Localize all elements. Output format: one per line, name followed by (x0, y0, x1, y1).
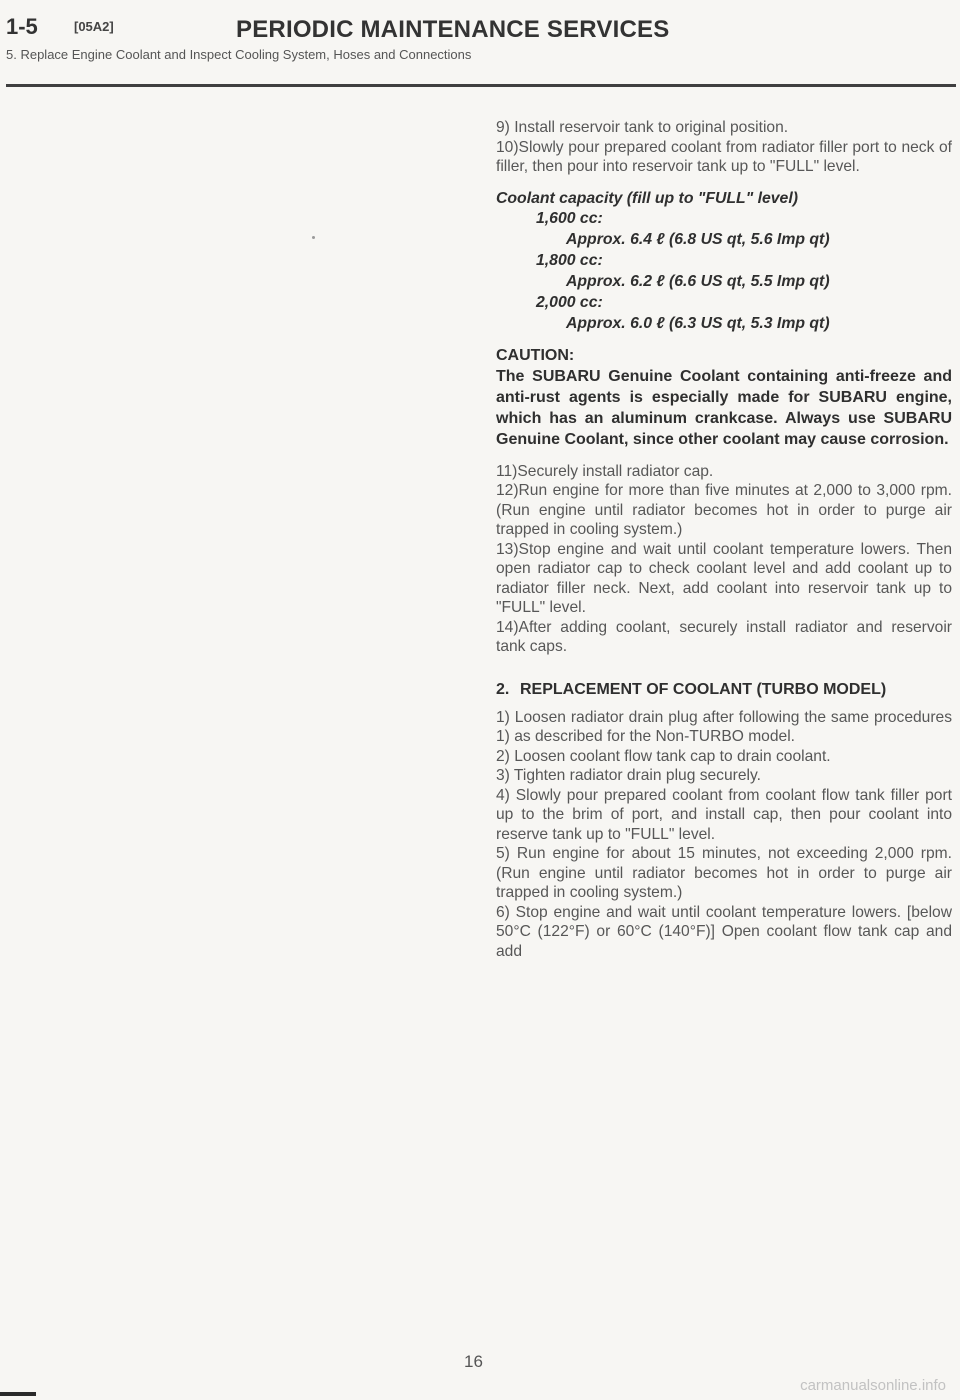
main-content (496, 118, 952, 961)
turbo-step-6: 6) Stop engine and wait until coolant temperature lowers. [below 50°C (122°F) or 60°C (140°F)] Open coolant flow tank cap and add (496, 903, 952, 960)
step-12: 12)Run engine for more than five minutes at 2,000 to 3,000 rpm. (Run engine until radiator becomes hot in order to purge air trapped in cooling system.) (496, 482, 952, 538)
capacity-cc-2: 1,800 cc: (536, 252, 603, 269)
section-number: 1-5 (6, 14, 38, 39)
page-title: PERIODIC MAINTENANCE SERVICES (236, 16, 670, 43)
turbo-step-5: 5) Run engine for about 15 minutes, not exceeding 2,000 rpm. (Run engine until radiator becomes hot in order to purge air trapped in cooling system.) (496, 845, 952, 901)
step-9: 9) Install reservoir tank to original position. (496, 119, 789, 136)
step-10: 10)Slowly pour prepared coolant from radiator filler port to neck of filler, then pour into reservoir tank up to "FULL" level. (496, 138, 952, 175)
page-subtitle: 5. Replace Engine Coolant and Inspect Cooling System, Hoses and Connections (6, 47, 472, 62)
section-heading (496, 679, 952, 700)
header-rule (6, 84, 956, 87)
step-14: 14)After adding coolant, securely install radiator and reservoir tank caps. (496, 618, 952, 655)
corner-mark (0, 1392, 36, 1396)
header-line (6, 14, 956, 44)
turbo-step-3: 3) Tighten radiator drain plug securely. (496, 767, 761, 784)
turbo-step-1: 1) Loosen radiator drain plug after following the same procedures 1) as described for the Non-TURBO model. (496, 708, 952, 745)
caution-title: CAUTION: (496, 347, 575, 364)
scan-speck (312, 236, 315, 239)
capacity-heading: Coolant capacity (fill up to "FULL" level) (496, 189, 798, 207)
section-code: [05A2] (74, 19, 114, 34)
capacity-approx-1: Approx. 6.4 ℓ (6.8 US qt, 5.6 Imp qt) (566, 231, 830, 248)
capacity-cc-3: 2,000 cc: (536, 294, 603, 311)
turbo-step-4: 4) Slowly pour prepared coolant from coolant flow tank filler port up to the brim of port, and install cap, then pour coolant into reserve tank up to "FULL" level. (496, 786, 952, 843)
caution-body: The SUBARU Genuine Coolant containing anti-freeze and anti-rust agents is especially made for SUBARU engine, which has an aluminum crankcase. Always use SUBARU Genuine Coolant, since other coolant may cause corrosion. (496, 367, 952, 448)
step-13: 13)Stop engine and wait until coolant temperature lowers. Then open radiator cap to check coolant level and add coolant up to radiator filler neck. Next, add coolant into reservoir tank up to "FULL" level. (496, 540, 952, 616)
step-11: 11)Securely install radiator cap. (496, 462, 714, 480)
capacity-approx-2: Approx. 6.2 ℓ (6.6 US qt, 5.5 Imp qt) (566, 273, 830, 290)
watermark: carmanualsonline.info (800, 1377, 946, 1394)
page-number: 16 (464, 1352, 483, 1371)
capacity-approx-3: Approx. 6.0 ℓ (6.3 US qt, 5.3 Imp qt) (566, 315, 830, 332)
capacity-cc-1: 1,600 cc: (536, 210, 603, 227)
page-header (6, 14, 956, 62)
section-heading-number: 2. (496, 680, 510, 698)
section-heading-title: REPLACEMENT OF COOLANT (TURBO MODEL) (520, 680, 887, 698)
turbo-step-2: 2) Loosen coolant flow tank cap to drain coolant. (496, 747, 831, 765)
